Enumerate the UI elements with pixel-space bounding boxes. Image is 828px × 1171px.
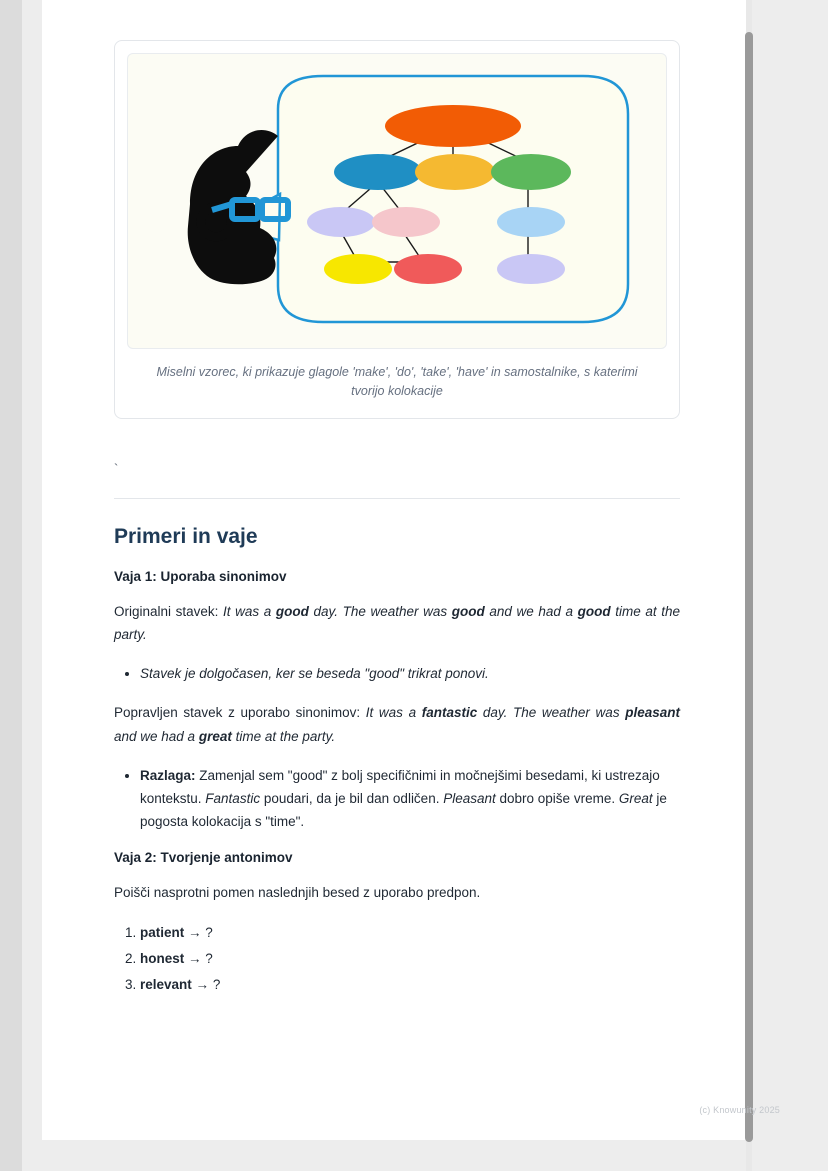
exercise2-item-list — [114, 920, 680, 999]
mind-map-svg — [128, 54, 667, 348]
scrollbar-thumb[interactable] — [745, 32, 753, 1142]
exercise1-note-list — [114, 662, 680, 685]
figure-caption: Miselni vzorec, ki prikazuje glagole 'make', 'do', 'take', 'have' in samostalnike, s katerimi tvorijo kolokacije — [156, 365, 638, 399]
answer-3: ? — [212, 977, 221, 993]
arrow-icon-2: → — [188, 951, 202, 967]
explanation-em-3: Great — [618, 791, 653, 807]
corr-p0: It was a — [365, 705, 422, 721]
answer-1: ? — [205, 924, 213, 940]
corr-p3: pleasant — [625, 705, 680, 721]
section-divider — [114, 498, 680, 499]
word-1: patient — [140, 924, 185, 940]
explanation-text-4: je pogosta kolokacija s "time". — [140, 791, 667, 830]
corr-p6: time at the party. — [231, 728, 336, 744]
page-title: Primeri in vaje — [114, 524, 258, 548]
exercise1-explanation-list — [114, 764, 680, 834]
exercise2-instruction: Poišči nasprotni pomen naslednjih besed z uporabo predpon. — [114, 884, 481, 900]
corr-p2: day. The weather was — [477, 705, 626, 721]
explanation-text-3: dobro opiše vreme. — [495, 791, 619, 807]
word-2: honest — [140, 951, 185, 967]
word-3: relevant — [140, 977, 192, 993]
stray-backtick: ` — [114, 460, 119, 476]
explanation-em-1: Fantastic — [205, 791, 261, 807]
page-right-gutter — [752, 0, 828, 1171]
corr-p4: and we had a — [114, 728, 199, 744]
exercise1-note: Stavek je dolgočasen, ker se beseda "good" trikrat ponovi. — [140, 666, 489, 682]
orig-p0: It was a — [223, 603, 276, 619]
answer-2: ? — [205, 951, 213, 967]
explanation-em-2: Pleasant — [443, 791, 496, 807]
mind-map-illustration — [127, 53, 667, 349]
document-body — [42, 0, 752, 1140]
arrow-icon-1: → — [188, 924, 202, 940]
corrected-label: Popravljen stavek z uporabo sinonimov: — [114, 705, 361, 721]
exercise2-heading: Vaja 2: Tvorjenje antonimov — [114, 849, 293, 865]
orig-p3: good — [451, 603, 485, 619]
list-item — [140, 662, 680, 685]
explanation-text-2: poudari, da je bil dan odličen. — [260, 791, 444, 807]
corr-p1: fantastic — [421, 705, 478, 721]
corr-p5: great — [198, 728, 232, 744]
exercise1-heading: Vaja 1: Uporaba sinonimov — [114, 568, 287, 584]
figure-card — [114, 40, 680, 419]
orig-p4: and we had a — [484, 603, 578, 619]
explanation-text-1: Zamenjal sem "good" z bolj specifičnimi in močnejšimi besedami, ki ustrezajo kontekstu. — [140, 767, 660, 807]
arrow-icon-3: → — [195, 977, 210, 993]
exercise1-corrected — [114, 701, 680, 747]
exercise1-original — [114, 600, 680, 646]
explanation-label: Razlaga: — [140, 767, 196, 783]
list-item — [140, 920, 680, 946]
orig-p5: good — [577, 603, 611, 619]
orig-p6: time at the party. — [114, 603, 680, 642]
original-label: Originalni stavek: — [114, 603, 219, 619]
list-item — [140, 764, 680, 834]
orig-p2: day. The weather was — [308, 603, 452, 619]
page-left-edge — [0, 0, 22, 1171]
list-item — [140, 946, 680, 972]
orig-p1: good — [275, 603, 309, 619]
list-item — [140, 972, 680, 998]
copyright-note: (c) Knowunity 2025 — [699, 1105, 780, 1115]
